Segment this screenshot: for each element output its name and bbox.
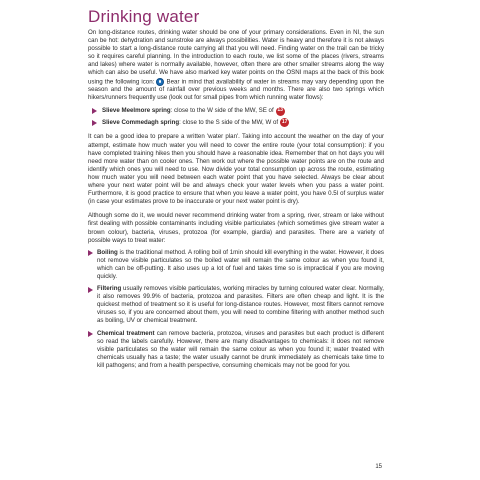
method-item-chemical: [88, 330, 384, 370]
method-item-boiling: [88, 249, 384, 281]
list-item: [92, 118, 384, 128]
page-title: Drinking water: [88, 7, 200, 26]
triangle-arrow-icon: [92, 120, 97, 126]
spring-name: Slieve Commedagh spring: [102, 118, 180, 126]
route-number-badge: 17: [280, 118, 289, 127]
page-number: 15: [375, 464, 382, 470]
springs-list: [88, 106, 384, 127]
method-name: Boiling: [97, 248, 118, 256]
intro-text-a: On long-distance routes, drinking water should be one of your primary considerations. Even in NI, the sun can be hot: dehydration and sunstroke are always possibilities. Water is heavy and therefore it is not always possible to start a long-distance route carrying all that you will need. Finding water on the trail can be tricky so it requires careful planning. In the introduction to each route, we list some of the places (rivers, streams and lakes) where water is normally available, however, often there are other smaller streams along the way which can also be useful. We have also marked key water points on the OSNI maps at the back of this book using the following icon:: [88, 29, 384, 86]
list-item: [92, 106, 384, 116]
method-name: Chemical treatment: [97, 329, 155, 337]
intro-text-b: Bear in mind that availability of water in streams may vary depending upon the season and the amount of rainfall over previous weeks and months. There are also two springs which hikers/runners frequently use (look out for small pipes from which running water flows):: [88, 78, 385, 102]
route-number-badge: 13: [276, 107, 285, 116]
water-point-icon: [156, 78, 164, 86]
method-text: usually removes visible particulates, working miracles by turning coloured water clear. Normally, it also removes 99.9% of bacteria, protozoa and parasites. Filters are often cheap and light. It is the quickest method of treatment so it is useful for long-distance routes. However, most filters cannot remove viruses so, if you are concerned about them, you will need to combine filtering with another method such as boiling, UV or chemical treatment.: [97, 285, 384, 325]
water-plan-paragraph: It can be a good idea to prepare a written 'water plan'. Taking into account the weather on the day of your attempt, estimate how much water you will need to cover the entire route (your total consumption): if you have completed training hikes then you should have a reasonable idea. Remember that on hot days you will need more water than on cooler ones. Then work out where the possible water points are on the route and identify which ones you will need to use. Now divide your total consumption up across the route, estimating how much water you will need between each water point that you have selected. Always be clear about where your next water point will be and always check your water levels when you pass a water point. Furthermore, it is good practice to ensure that when you leave a water point, you have 0.5l of surplus water (in case your estimates prove to be inaccurate or your next water point is dry).: [88, 133, 384, 206]
method-text: can remove bacteria, protozoa, viruses and parasites but each product is different so read the labels carefully. However, there are many disadvantages to chemicals: it does not remove visible particulates so the water will remain the same colour as when you found it; water treated with chemicals usually has a taste; the water usually cannot be drunk immediately as chemicals take time to kill pathogens; and from a health perspective, consuming chemicals may not be good for you.: [97, 329, 384, 369]
intro-paragraph: [88, 29, 384, 102]
method-item-filtering: [88, 285, 384, 325]
triangle-arrow-icon: [88, 287, 93, 293]
method-name: Filtering: [97, 285, 122, 293]
spring-name: Slieve Meelmore spring: [102, 107, 171, 115]
spring-desc: : close to the S side of the MW, W of: [179, 118, 279, 126]
treatment-intro-paragraph: Although some do it, we would never recommend drinking water from a spring, river, stream or lake without first dealing with possible contaminants including visible particulates (which sometimes give stream water a brown colour), bacteria, viruses, protozoa (for example, giardia) and parasites. There are a variety of possible ways to treat water:: [88, 212, 384, 244]
spring-desc: : close to the W side of the MW, SE of: [170, 107, 274, 115]
triangle-arrow-icon: [92, 108, 97, 114]
triangle-arrow-icon: [88, 331, 93, 337]
method-text: is the traditional method. A rolling boil of 1min should kill everything in the water. However, it does not remove visible particulates so the boiled water will remain the same colour as when you found it, which can be off-putting. It also uses up a lot of fuel and takes time so is impractical if you are moving quickly.: [97, 248, 384, 280]
triangle-arrow-icon: [88, 250, 93, 256]
